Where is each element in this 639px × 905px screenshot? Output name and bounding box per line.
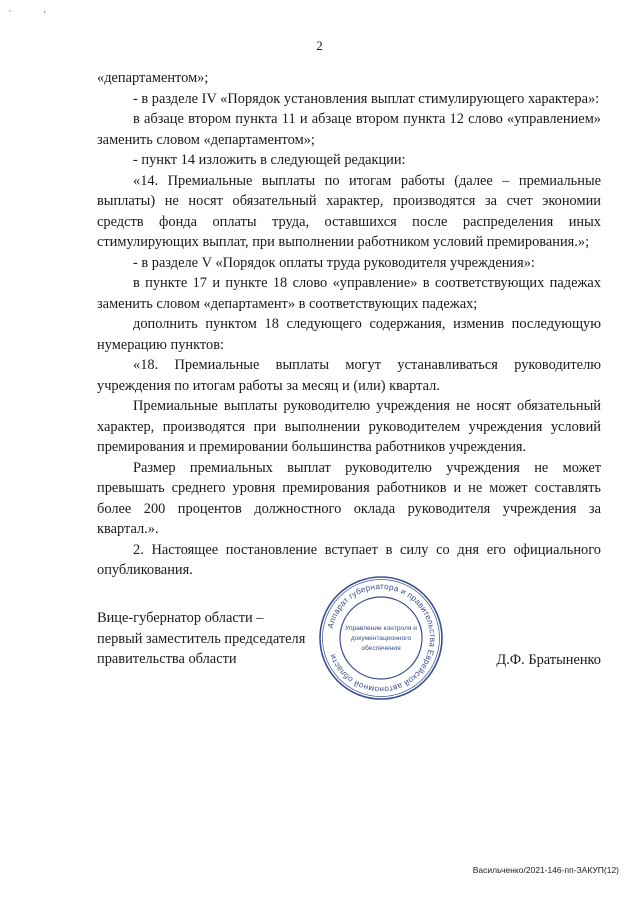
stamp-outer-text: Аппарат губернатора и правительства Еврейской автономной области [325, 581, 438, 695]
signatory-name: Д.Ф. Братыненко [496, 652, 601, 668]
official-stamp [318, 575, 444, 701]
paragraph: - в разделе IV «Порядок установления выплат стимулирующего характера»: [133, 90, 600, 107]
paragraph: - в разделе V «Порядок оплаты труда руководителя учреждения»: [133, 254, 535, 271]
signatory-position [97, 608, 305, 670]
signatory-position-line: первый заместитель председателя [97, 630, 306, 647]
paragraph: в абзаце втором пункта 11 и абзаце втором пункта 12 слово «управлением» заменить словом «департаментом»; [97, 111, 601, 148]
paragraph: в пункте 17 и пункте 18 слово «управление» в соответствующих падежах заменить словом «департамент» в соответствующих падежах; [97, 275, 601, 312]
scan-mark-right: ' [44, 10, 46, 21]
paragraph: Размер премиальных выплат руководителю учреждения не может превышать среднего уровня премирования работников и не может составлять более 200 процентов должностного оклада руководителя учреждения за квартал.». [97, 459, 601, 537]
document-body [97, 68, 601, 581]
paragraph: «18. Премиальные выплаты могут устанавливаться руководителю учреждения по итогам работы за месяц и (или) квартал. [97, 357, 601, 394]
paragraph: - пункт 14 изложить в следующей редакции: [133, 152, 406, 168]
paragraph: Премиальные выплаты руководителю учреждения не носят обязательный характер, производятся при выполнении руководителем учреждения условий премирования и премировании большинства работников учреждения. [97, 398, 601, 455]
paragraph: «департаментом»; [97, 70, 209, 86]
paragraph: «14. Премиальные выплаты по итогам работы (далее – премиальные выплаты) не носят обязательный характер, производятся за счет экономии средств фонда оплаты труда, оставшихся после распределения иных стимулирующих выплат, при выполнении работником условий премирования.»; [97, 172, 601, 250]
stamp-inner-line: обеспечения [361, 645, 401, 652]
footer-reference: Васильченко/2021-146-пп-ЗАКУП(12) [472, 865, 619, 875]
paragraph: 2. Настоящее постановление вступает в силу со дня его официального опубликования. [97, 541, 601, 578]
stamp-inner-line: Управление контроля и [345, 625, 417, 632]
stamp-inner-line: документационного [350, 635, 412, 642]
scan-mark-left: ` [8, 10, 12, 21]
paragraph: дополнить пунктом 18 следующего содержания, изменив последующую нумерацию пунктов: [97, 316, 601, 353]
signatory-position-line: Вице-губернатор области – [97, 610, 264, 626]
page-number: 2 [316, 38, 323, 53]
signatory-position-line: правительства области [97, 651, 237, 667]
